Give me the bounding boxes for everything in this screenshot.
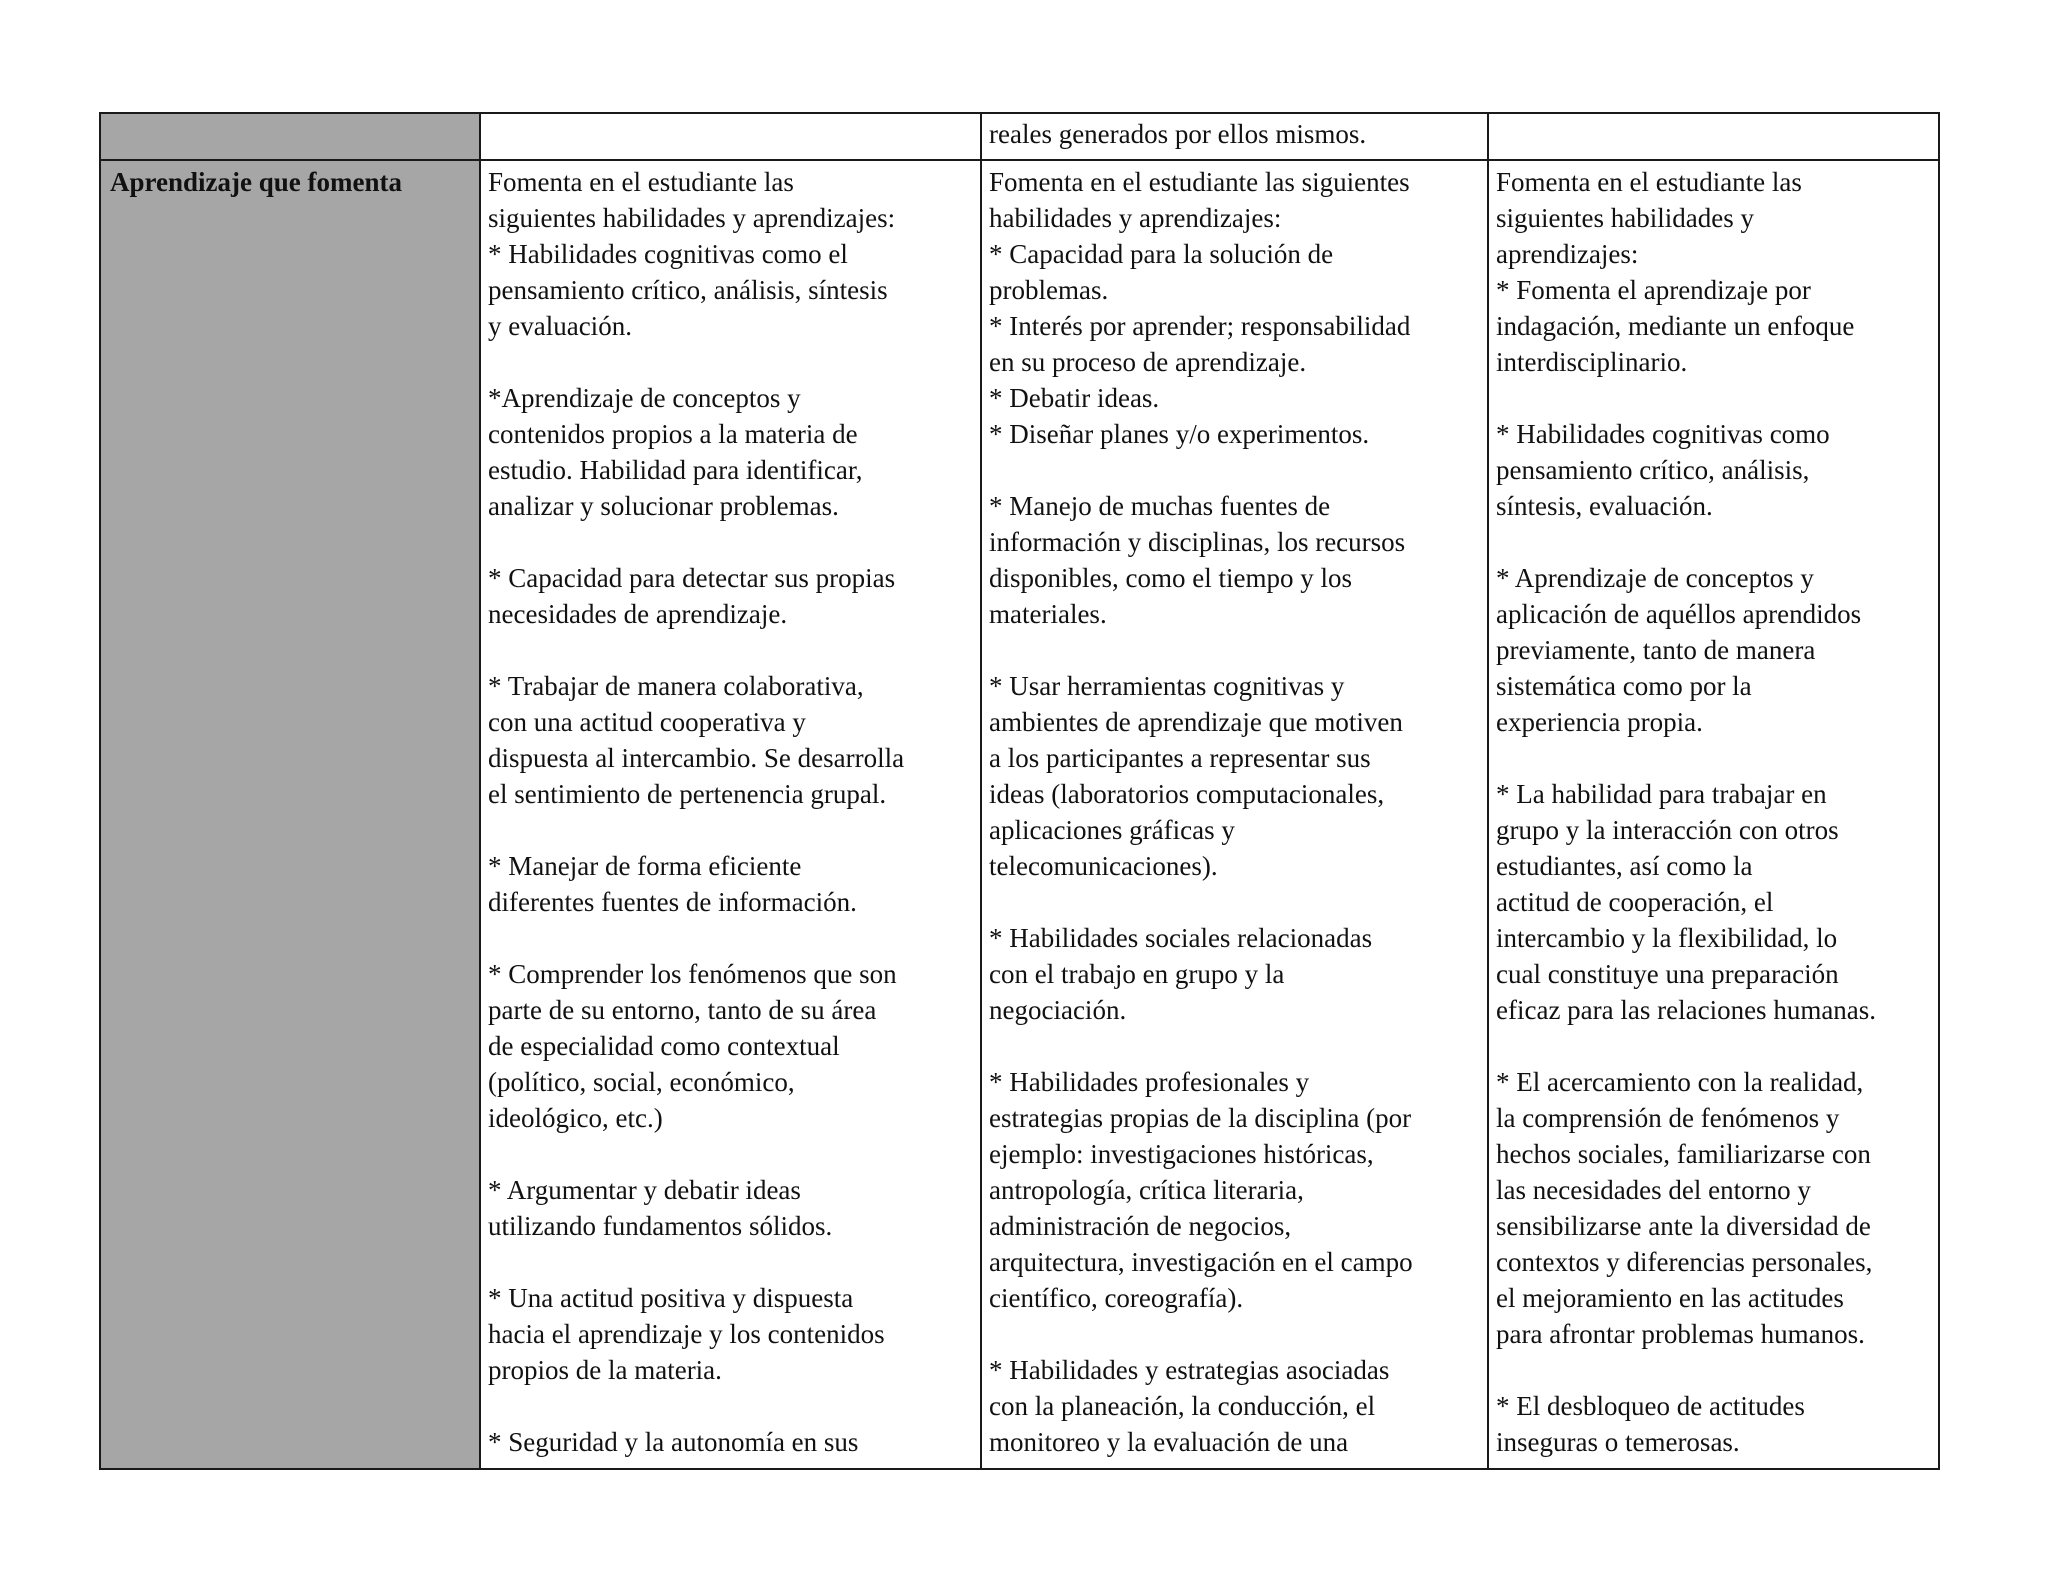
col1-text-line: ideológico, etc.) (488, 1103, 663, 1133)
col1-text-line: (político, social, económico, (488, 1067, 795, 1097)
col3-text-line: las necesidades del entorno y (1496, 1175, 1811, 1205)
col2-text-line: * Debatir ideas. (989, 383, 1160, 413)
col1-text-line: utilizando fundamentos sólidos. (488, 1211, 833, 1241)
col3-text-line: la comprensión de fenómenos y (1496, 1103, 1840, 1133)
col3-text-line: estudiantes, así como la (1496, 851, 1753, 881)
col2-text-line: científico, coreografía). (989, 1283, 1244, 1313)
col2-text-line: en su proceso de aprendizaje. (989, 347, 1307, 377)
col1-text-line: siguientes habilidades y aprendizajes: (488, 203, 896, 233)
col1-text-line (488, 632, 974, 668)
col1-text-line: con una actitud cooperativa y (488, 707, 806, 737)
col2-text-line: ejemplo: investigaciones históricas, (989, 1139, 1374, 1169)
col1-text-line: propios de la materia. (488, 1355, 722, 1385)
col3-text-line: * Fomenta el aprendizaje por (1496, 275, 1811, 305)
col1-text-line: * Manejar de forma eficiente (488, 851, 802, 881)
col1-text-line: * Capacidad para detectar sus propias (488, 563, 896, 593)
col3-text-line: eficaz para las relaciones humanas. (1496, 995, 1877, 1025)
col2-text-line (989, 884, 1481, 920)
col2-text-line: aplicaciones gráficas y (989, 815, 1235, 845)
col3-text-line: * El acercamiento con la realidad, (1496, 1067, 1864, 1097)
col3-text-line: para afrontar problemas humanos. (1496, 1319, 1865, 1349)
col3-text-line: interdisciplinario. (1496, 347, 1688, 377)
col2-text-line: disponibles, como el tiempo y los (989, 563, 1352, 593)
col2-text-line: habilidades y aprendizajes: (989, 203, 1282, 233)
col2-text-line (989, 632, 1481, 668)
col3-text-line: siguientes habilidades y (1496, 203, 1754, 233)
col2-text-line: * Habilidades sociales relacionadas (989, 923, 1373, 953)
cell-col1-list (480, 160, 981, 1469)
col3-text-line: contextos y diferencias personales, (1496, 1247, 1873, 1277)
col2-text-line: arquitectura, investigación en el campo (989, 1247, 1413, 1277)
col3-text-line: cual constituye una preparación (1496, 959, 1839, 989)
col3-text-line: el mejoramiento en las actitudes (1496, 1283, 1844, 1313)
col2-text-line: negociación. (989, 995, 1127, 1025)
col1-text-line: * Seguridad y la autonomía en sus (488, 1427, 859, 1457)
col1-text-line: Fomenta en el estudiante las (488, 167, 794, 197)
col1-text-line: * Comprender los fenómenos que son (488, 959, 897, 989)
col1-text-line (488, 920, 974, 956)
col2-text-line: información y disciplinas, los recursos (989, 527, 1406, 557)
col3-text-line: * La habilidad para trabajar en (1496, 779, 1827, 809)
cell-col2-list (981, 160, 1488, 1469)
col3-text-line: intercambio y la flexibilidad, lo (1496, 923, 1838, 953)
cell-col2-continuation: reales generados por ellos mismos. (981, 113, 1488, 160)
col1-text-line: * Trabajar de manera colaborativa, (488, 671, 864, 701)
col1-text-line: * Argumentar y debatir ideas (488, 1175, 801, 1205)
col2-text-line: * Capacidad para la solución de (989, 239, 1334, 269)
col2-text-line: * Habilidades y estrategias asociadas (989, 1355, 1390, 1385)
col1-text-line (488, 1244, 974, 1280)
col2-text-line: con el trabajo en grupo y la (989, 959, 1285, 989)
col2-text-line: * Usar herramientas cognitivas y (989, 671, 1345, 701)
col2-text-line: problemas. (989, 275, 1109, 305)
col2-text-line: * Habilidades profesionales y (989, 1067, 1310, 1097)
col3-text-line: previamente, tanto de manera (1496, 635, 1816, 665)
table-row-aprendizaje (100, 160, 1939, 1469)
col1-text-line: *Aprendizaje de conceptos y (488, 383, 801, 413)
col3-text-line (1496, 524, 1932, 560)
table-row-continuation (100, 113, 1939, 160)
col1-lines (488, 164, 974, 1460)
col3-text-line: inseguras o temerosas. (1496, 1427, 1740, 1457)
col3-text-line: actitud de cooperación, el (1496, 887, 1774, 917)
col3-text-line: experiencia propia. (1496, 707, 1703, 737)
col3-lines (1496, 164, 1932, 1460)
col1-text-line (488, 1388, 974, 1424)
col1-text-line: * Una actitud positiva y dispuesta (488, 1283, 854, 1313)
col2-text-line: administración de negocios, (989, 1211, 1292, 1241)
col1-text-line: diferentes fuentes de información. (488, 887, 857, 917)
col1-text-line: analizar y solucionar problemas. (488, 491, 839, 521)
col1-text-line: dispuesta al intercambio. Se desarrolla (488, 743, 905, 773)
col1-text-line: necesidades de aprendizaje. (488, 599, 788, 629)
row-label-cell-empty (100, 113, 480, 160)
col3-text-line (1496, 740, 1932, 776)
col2-text-line: con la planeación, la conducción, el (989, 1391, 1376, 1421)
col3-text-line: aplicación de aquéllos aprendidos (1496, 599, 1862, 629)
col1-text-line: el sentimiento de pertenencia grupal. (488, 779, 887, 809)
col3-text-line (1496, 1028, 1932, 1064)
comparison-table (99, 112, 1940, 1470)
col3-text-line: aprendizajes: (1496, 239, 1639, 269)
col2-text-line (989, 1316, 1481, 1352)
col3-text-line: sistemática como por la (1496, 671, 1752, 701)
col1-text-line: hacia el aprendizaje y los contenidos (488, 1319, 885, 1349)
col3-text-line: * Aprendizaje de conceptos y (1496, 563, 1814, 593)
row-label-aprendizaje-que-fomenta: Aprendizaje que fomenta (100, 160, 480, 1469)
col2-text-line: * Diseñar planes y/o experimentos. (989, 419, 1370, 449)
col3-text-line (1496, 1352, 1932, 1388)
col2-text-line: telecomunicaciones). (989, 851, 1218, 881)
col2-text-line: * Manejo de muchas fuentes de (989, 491, 1331, 521)
col2-text-line (989, 1028, 1481, 1064)
col1-text-line: estudio. Habilidad para identificar, (488, 455, 863, 485)
cell-col3-empty (1488, 113, 1939, 160)
col1-text-line: pensamiento crítico, análisis, síntesis (488, 275, 888, 305)
col3-text-line: * El desbloqueo de actitudes (1496, 1391, 1805, 1421)
col2-text-line: monitoreo y la evaluación de una (989, 1427, 1349, 1457)
col1-text-line: de especialidad como contextual (488, 1031, 840, 1061)
col2-text-line: ambientes de aprendizaje que motiven (989, 707, 1403, 737)
cell-col1-empty (480, 113, 981, 160)
col1-text-line (488, 344, 974, 380)
col1-text-line: contenidos propios a la materia de (488, 419, 858, 449)
col3-text-line: síntesis, evaluación. (1496, 491, 1713, 521)
col2-text-line (989, 452, 1481, 488)
col2-text-line: materiales. (989, 599, 1107, 629)
col2-text-line: * Interés por aprender; responsabilidad (989, 311, 1411, 341)
col2-text-line: ideas (laboratorios computacionales, (989, 779, 1385, 809)
col2-text-line: antropología, crítica literaria, (989, 1175, 1304, 1205)
col3-text-line (1496, 380, 1932, 416)
col1-text-line (488, 812, 974, 848)
col3-text-line: grupo y la interacción con otros (1496, 815, 1839, 845)
col2-text-line: a los participantes a representar sus (989, 743, 1371, 773)
col3-text-line: * Habilidades cognitivas como (1496, 419, 1830, 449)
col2-text-line: Fomenta en el estudiante las siguientes (989, 167, 1410, 197)
cell-col3-list (1488, 160, 1939, 1469)
col2-text-line: estrategias propias de la disciplina (por (989, 1103, 1412, 1133)
col1-text-line: y evaluación. (488, 311, 632, 341)
col1-text-line: parte de su entorno, tanto de su área (488, 995, 877, 1025)
col2-lines (989, 164, 1481, 1460)
col1-text-line: * Habilidades cognitivas como el (488, 239, 848, 269)
col1-text-line (488, 524, 974, 560)
col3-text-line: pensamiento crítico, análisis, (1496, 455, 1810, 485)
col1-text-line (488, 1136, 974, 1172)
col3-text-line: Fomenta en el estudiante las (1496, 167, 1802, 197)
col3-text-line: sensibilizarse ante la diversidad de (1496, 1211, 1871, 1241)
col3-text-line: hechos sociales, familiarizarse con (1496, 1139, 1871, 1169)
col3-text-line: indagación, mediante un enfoque (1496, 311, 1855, 341)
